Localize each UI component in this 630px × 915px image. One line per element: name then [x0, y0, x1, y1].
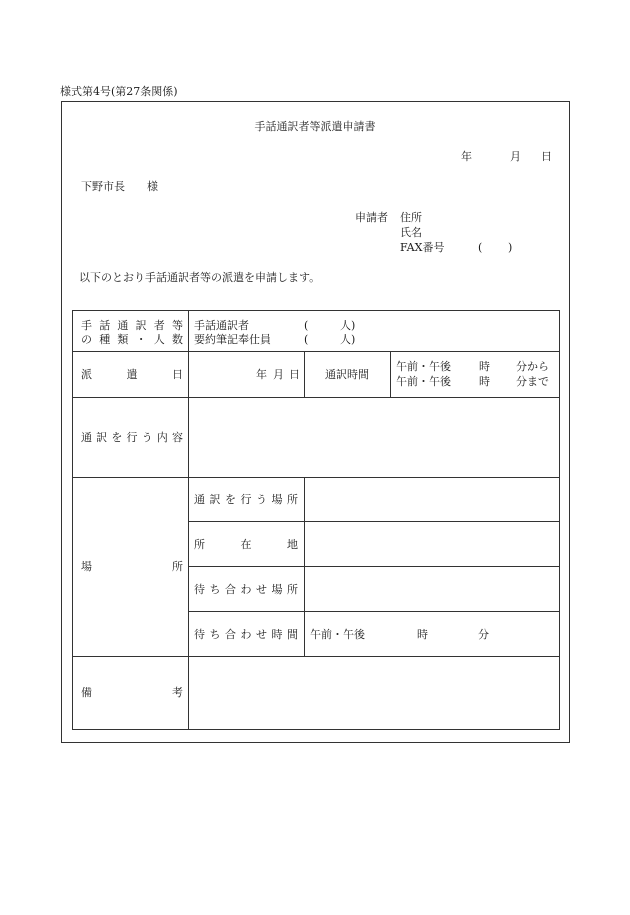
col-divider: [304, 351, 305, 397]
row-divider: [73, 477, 559, 478]
name-label: 氏名: [400, 226, 422, 239]
meeting-ampm: 午前・午後: [310, 628, 365, 641]
date-day: 日: [541, 150, 552, 163]
date-line: [461, 151, 552, 162]
meeting-hour: 時: [417, 628, 428, 641]
remarks-label: 備 考: [81, 686, 183, 699]
row-divider: [188, 611, 559, 612]
row-divider: [73, 397, 559, 398]
interpreter-unit: 人): [340, 319, 356, 332]
dispatch-day: 日: [289, 368, 300, 381]
interpretation-time-label: 通訳時間: [325, 368, 369, 381]
type-count-label-line2: の 種 類 ・ 人 数: [81, 333, 183, 346]
start-ampm: 午前・午後: [396, 360, 451, 373]
fax-paren-open: (: [478, 241, 483, 254]
summary-writer-paren: (: [304, 333, 309, 346]
row-divider: [73, 656, 559, 657]
start-hour: 時: [479, 360, 490, 373]
interpreter-label: 手話通訳者: [194, 319, 249, 332]
applicant-label: 申請者: [355, 211, 388, 224]
row-divider: [188, 566, 559, 567]
meeting-minute: 分: [478, 628, 489, 641]
end-minute: 分まで: [516, 375, 549, 388]
summary-writer-label: 要約筆記奉仕員: [194, 333, 271, 346]
addressee: 下野市長 様: [81, 180, 158, 193]
meeting-place-label: 待 ち 合 わ せ 場 所: [194, 583, 298, 596]
application-table: [72, 310, 560, 730]
interpretation-place-label: 通 訳 を 行 う 場 所: [194, 493, 298, 506]
col-divider: [390, 351, 391, 397]
summary-writer-unit: 人): [340, 333, 356, 346]
fax-paren-close: ): [508, 241, 513, 254]
type-count-label-line1: 手 話 通 訳 者 等: [81, 319, 183, 332]
start-minute: 分から: [516, 360, 549, 373]
row-divider: [73, 351, 559, 352]
date-month: 月: [510, 150, 521, 163]
col-divider: [188, 311, 189, 729]
row-divider: [188, 521, 559, 522]
form-title: 手話通訳者等派遣申請書: [254, 120, 376, 133]
address-label: 住所: [400, 211, 422, 224]
dispatch-year: 年: [256, 368, 267, 381]
intro-text: 以下のとおり手話通訳者等の派遣を申請します。: [79, 271, 321, 284]
location-label: 所 在 地: [194, 538, 298, 551]
dispatch-month: 月: [273, 368, 284, 381]
interpretation-content-label: 通 訳 を 行 う 内 容: [81, 431, 183, 444]
interpreter-paren: (: [304, 319, 309, 332]
end-hour: 時: [479, 375, 490, 388]
form-number: 様式第4号(第27条関係): [60, 85, 178, 98]
end-ampm: 午前・午後: [396, 375, 451, 388]
fax-label: FAX番号: [400, 241, 445, 254]
date-year: 年: [461, 150, 472, 163]
col-divider: [304, 477, 305, 656]
place-label: 場 所: [81, 560, 183, 573]
dispatch-date-label: 派 遣 日: [81, 368, 183, 381]
meeting-time-label: 待 ち 合 わ せ 時 間: [194, 628, 298, 641]
